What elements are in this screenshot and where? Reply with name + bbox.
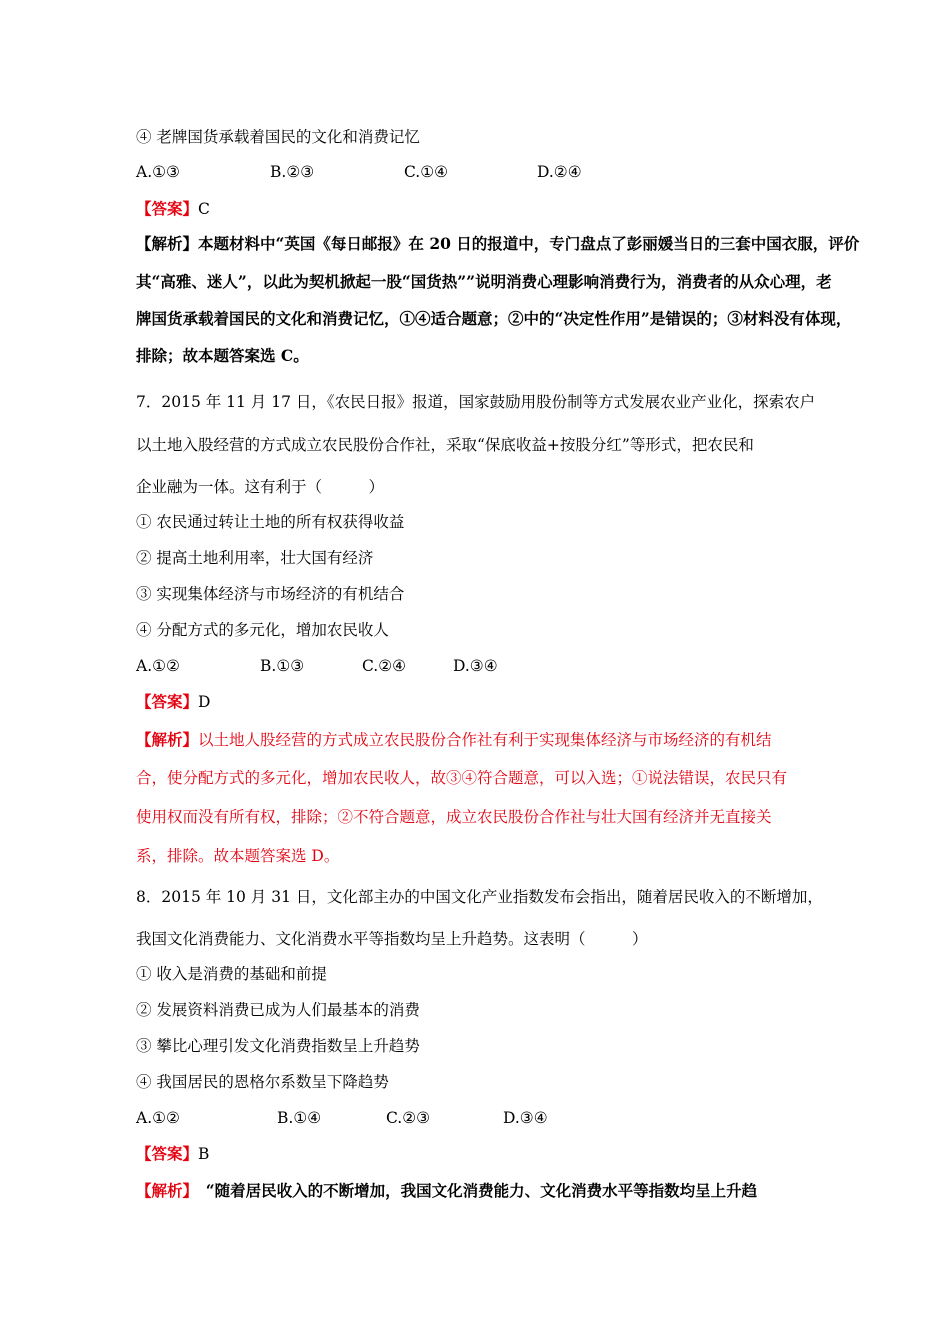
q7-option-d: D.③④ [453,657,498,675]
answer-label: 【答案】 [136,692,199,711]
q8-options [136,1108,836,1128]
q7-item-2: ② 提高土地利用率，壮大国有经济 [136,549,374,567]
q7-stem-line-1: 7．2015 年 11 月 17 日，《农民日报》报道，国家鼓励用股份制等方式发展农业产业化，探索农户 [136,393,816,411]
q6-option-b: B.②③ [270,163,315,181]
q8-stem-line-2: 我国文化消费能力、文化消费水平等指数均呈上升趋势。这表明（ ） [136,930,648,948]
q7-item-1: ① 农民通过转让土地的所有权获得收益 [136,513,405,531]
q6-analysis-line-4: 排除；故本题答案选 C。 [136,346,309,365]
q6-option-d: D.②④ [537,163,582,181]
q7-option-a: A.①② [136,657,180,675]
q6-options [136,162,836,182]
q8-option-b: B.①④ [277,1109,322,1127]
q6-answer [136,199,210,219]
q6-item-4: ④ 老牌国货承载着国民的文化和消费记忆 [136,128,420,146]
q7-stem-line-2: 以土地入股经营的方式成立农民股份合作社，采取“保底收益+按股分红”等形式，把农民和 [136,436,754,454]
q7-item-3: ③ 实现集体经济与市场经济的有机结合 [136,585,405,603]
answer-label: 【答案】 [136,1144,199,1163]
q7-analysis-line-4: 系，排除。故本题答案选 D。 [136,847,340,865]
q8-analysis-line-1: 【解析】 “随着居民收入的不断增加，我国文化消费能力、文化消费水平等指数均呈上升趋 [136,1181,758,1200]
answer-value: D [198,693,211,711]
q8-item-4: ④ 我国居民的恩格尔系数呈下降趋势 [136,1073,389,1091]
q7-item-4: ④ 分配方式的多元化，增加农民收人 [136,621,389,639]
q6-analysis-line-3: 牌国货承载着国民的文化和消费记忆，①④适合题意；②中的“决定性作用”是错误的；③材料没有体现， [136,309,852,328]
q7-answer [136,692,210,712]
q8-stem-line-1: 8．2015 年 10 月 31 日，文化部主办的中国文化产业指数发布会指出，随着居民收入的不断增加， [136,888,823,906]
q8-option-c: C.②③ [386,1109,431,1127]
q7-options [136,656,836,676]
q7-option-b: B.①③ [260,657,305,675]
answer-value: B [198,1145,210,1163]
q8-answer [136,1144,209,1164]
q6-option-a: A.①③ [136,163,180,181]
q8-option-d: D.③④ [503,1109,548,1127]
answer-label: 【答案】 [136,199,199,218]
q6-option-c: C.①④ [404,163,449,181]
analysis-label: 【解析】 [136,1181,191,1200]
q8-item-3: ③ 攀比心理引发文化消费指数呈上升趋势 [136,1037,420,1055]
analysis-label: 【解析】 [136,730,199,749]
q6-analysis-line-2: 其“高雅、迷人”，以此为契机掀起一股“国货热””说明消费心理影响消费行为，消费者的从众心理，老 [136,272,832,291]
q7-analysis-line-3: 使用权而没有所有权，排除；②不符合题意，成立农民股份合作社与壮大国有经济并无直接关 [136,808,772,826]
analysis-label: 【解析】 [136,234,199,253]
q8-item-1: ① 收入是消费的基础和前提 [136,965,327,983]
q7-option-c: C.②④ [362,657,407,675]
q6-analysis-line-1: 【解析】本题材料中“英国《每日邮报》在 20 日的报道中，专门盘点了彭丽媛当日的三套中国衣服，评价 [136,234,860,253]
q8-option-a: A.①② [136,1109,180,1127]
answer-value: C [198,200,210,218]
q7-analysis-line-2: 合，使分配方式的多元化，增加农民收人，故③④符合题意，可以入选；①说法错误，农民只有 [136,769,788,787]
q8-item-2: ② 发展资料消费已成为人们最基本的消费 [136,1001,420,1019]
q7-analysis-line-1: 【解析】以土地人股经营的方式成立农民股份合作社有利于实现集体经济与市场经济的有机结 [136,730,772,749]
q7-stem-line-3: 企业融为一体。这有利于（ ） [136,478,385,496]
